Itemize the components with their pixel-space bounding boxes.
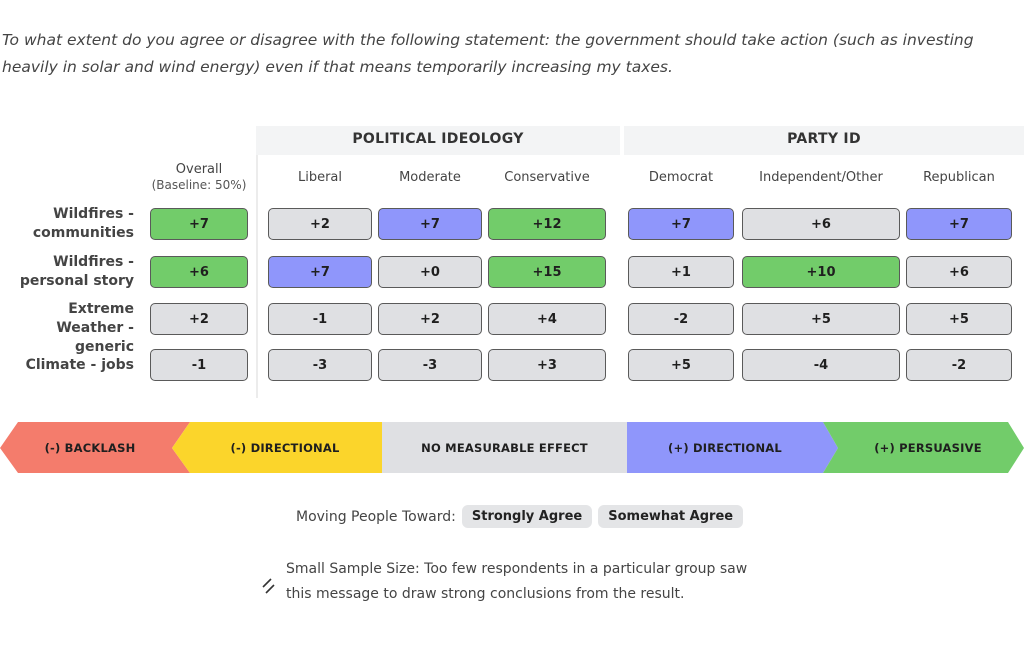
result-cell: +7 <box>378 208 482 240</box>
somewhat-agree-pill: Somewhat Agree <box>598 505 743 528</box>
result-cell: +2 <box>378 303 482 335</box>
result-cell: +5 <box>906 303 1012 335</box>
moving-toward-legend <box>296 505 743 528</box>
result-cell: +0 <box>378 256 482 288</box>
row-label-wildfires-personal: Wildfires - personal story <box>19 254 134 289</box>
result-cell: +5 <box>628 349 734 381</box>
result-cell: +6 <box>906 256 1012 288</box>
result-cell: -1 <box>150 349 248 381</box>
result-cell: -2 <box>628 303 734 335</box>
legend-label-no-effect: NO MEASURABLE EFFECT <box>421 441 588 455</box>
result-cell: +1 <box>628 256 734 288</box>
col-head-overall-title: Overall <box>175 162 223 177</box>
row-label-climate-jobs: Climate - jobs <box>25 357 134 373</box>
moving-toward-label: Moving People Toward: <box>296 508 456 525</box>
result-cell: +4 <box>488 303 606 335</box>
legend-label-persuasive: (+) PERSUASIVE <box>874 441 982 455</box>
col-head-overall-sub: (Baseline: 50%) <box>151 178 247 192</box>
col-head-conservative: Conservative <box>504 170 590 185</box>
result-cell: -3 <box>268 349 372 381</box>
result-cell: -4 <box>742 349 900 381</box>
result-cell: -1 <box>268 303 372 335</box>
result-cell: +7 <box>268 256 372 288</box>
col-head-moderate: Moderate <box>399 170 461 185</box>
column-divider <box>256 155 258 398</box>
col-head-democrat: Democrat <box>648 170 714 185</box>
strongly-agree-pill: Strongly Agree <box>462 505 592 528</box>
result-cell: -3 <box>378 349 482 381</box>
result-cell: +15 <box>488 256 606 288</box>
legend-label-neg-directional: (-) DIRECTIONAL <box>230 441 340 455</box>
result-cell: +7 <box>628 208 734 240</box>
result-cell: +7 <box>150 208 248 240</box>
result-cell: +6 <box>150 256 248 288</box>
result-cell: -2 <box>906 349 1012 381</box>
col-head-overall <box>145 162 253 192</box>
small-sample-hatch-icon <box>261 578 277 594</box>
result-cell: +3 <box>488 349 606 381</box>
result-cell: +6 <box>742 208 900 240</box>
result-cell: +10 <box>742 256 900 288</box>
row-label-wildfires-communities: Wildfires - communities <box>32 206 134 241</box>
legend-label-backlash: (-) BACKLASH <box>44 441 136 455</box>
col-head-independent: Independent/Other <box>759 170 883 185</box>
question-text: To what extent do you agree or disagree with the following statement: the government should take action (such as investing heavily in solar and wind energy) even if that means temporarily increasing my taxes. <box>2 31 974 76</box>
group-title-party: PARTY ID <box>787 131 861 147</box>
group-title-ideology: POLITICAL IDEOLOGY <box>352 131 524 147</box>
result-cell: +7 <box>906 208 1012 240</box>
result-cell: +2 <box>150 303 248 335</box>
result-cell: +5 <box>742 303 900 335</box>
legend-label-pos-directional: (+) DIRECTIONAL <box>668 441 782 455</box>
col-head-liberal: Liberal <box>297 170 343 185</box>
row-label-extreme-weather: Extreme Weather - generic <box>56 301 134 355</box>
result-cell: +2 <box>268 208 372 240</box>
result-cell: +12 <box>488 208 606 240</box>
small-sample-note: Small Sample Size: Too few respondents in a particular group saw this message to draw strong conclusions from the result. <box>286 561 748 602</box>
col-head-republican: Republican <box>923 170 995 185</box>
